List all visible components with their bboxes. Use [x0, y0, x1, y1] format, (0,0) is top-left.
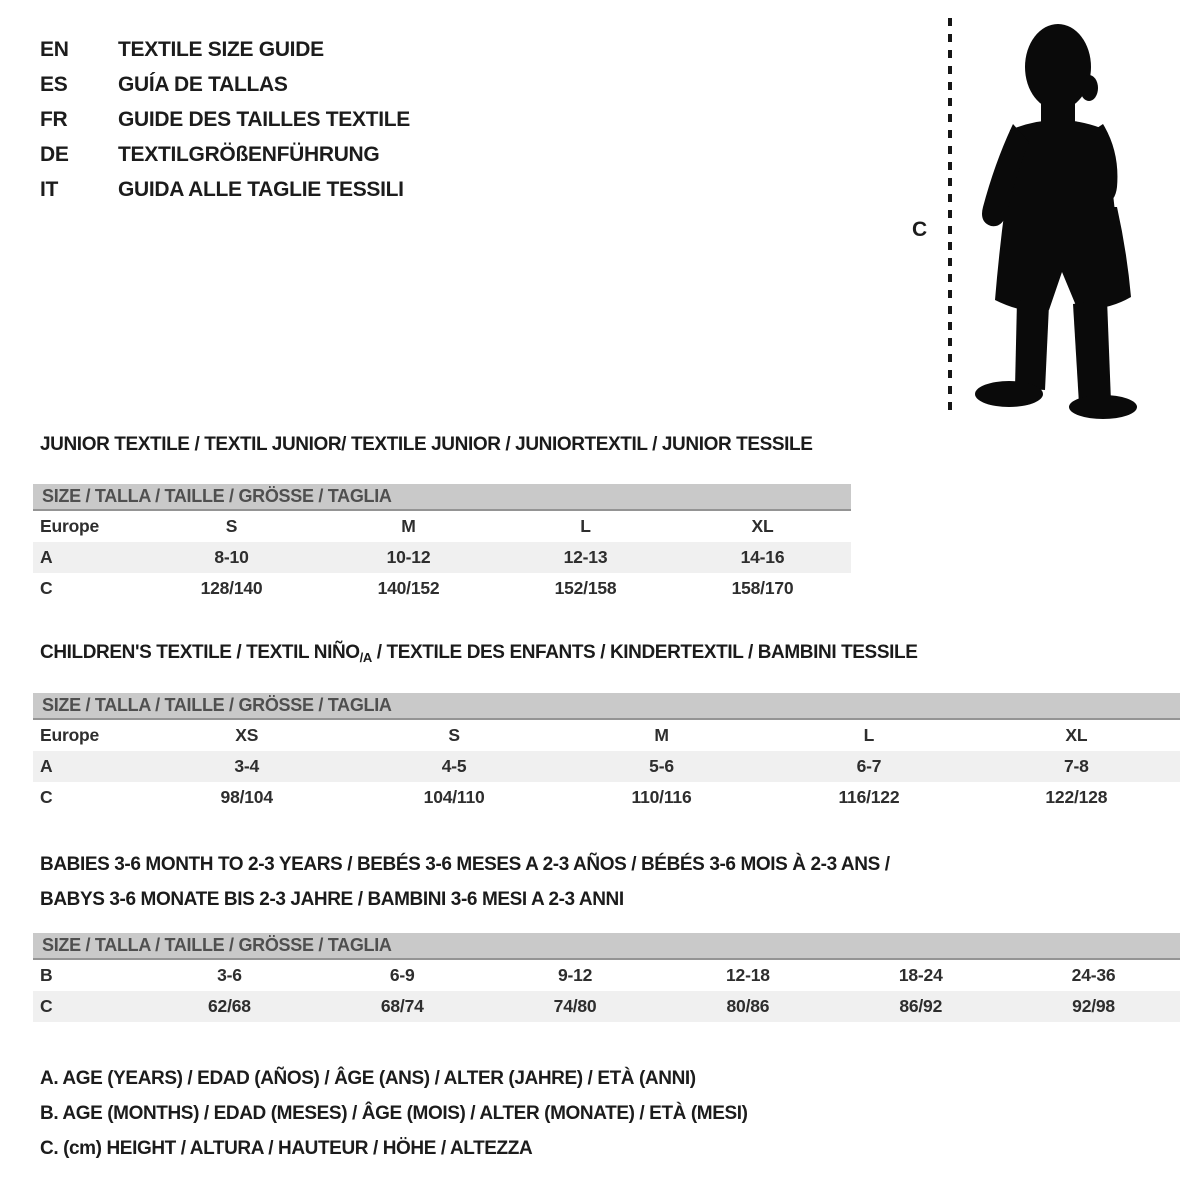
value-cell: 62/68: [208, 996, 251, 1016]
language-code: IT: [40, 177, 59, 201]
value-cell: 3-4: [234, 756, 260, 776]
children-heading-sub: /A: [359, 650, 372, 665]
size-cell: XL: [1065, 725, 1088, 745]
table-row: [33, 751, 1180, 782]
value-cell: 6-7: [856, 756, 882, 776]
language-row-en: [40, 32, 410, 67]
size-cell: XS: [235, 725, 259, 745]
language-title: GUIDA ALLE TAGLIE TESSILI: [118, 177, 404, 201]
height-measure-figure: [900, 0, 1200, 430]
value-cell: 10-12: [386, 547, 431, 567]
language-row-es: [40, 67, 410, 102]
language-code: ES: [40, 72, 68, 96]
table-row: [33, 573, 851, 604]
language-title: GUIDE DES TAILLES TEXTILE: [118, 107, 410, 131]
row-label: A: [40, 547, 53, 567]
footnotes: [40, 1068, 748, 1173]
language-code: DE: [40, 142, 69, 166]
measure-c-label: C: [912, 218, 928, 241]
language-title: TEXTILE SIZE GUIDE: [118, 37, 324, 61]
junior-size-header-bar: SIZE / TALLA / TAILLE / GRÖSSE / TAGLIA: [33, 484, 851, 511]
children-size-header-bar: SIZE / TALLA / TAILLE / GRÖSSE / TAGLIA: [33, 693, 1180, 720]
value-cell: 5-6: [649, 756, 674, 776]
value-cell: 92/98: [1072, 996, 1115, 1016]
babies-heading-line1: BABIES 3-6 MONTH TO 2-3 YEARS / BEBÉS 3-6 MESES A 2-3 AÑOS / BÉBÉS 3-6 MOIS À 2-3 ANS /: [40, 854, 890, 875]
size-cell: M: [401, 516, 416, 536]
value-cell: 14-16: [740, 547, 785, 567]
value-cell: 12-13: [563, 547, 608, 567]
footnote-c: C. (cm) HEIGHT / ALTURA / HAUTEUR / HÖHE / ALTEZZA: [40, 1138, 533, 1159]
value-cell: 6-9: [389, 965, 415, 985]
language-title: TEXTILGRÖßENFÜHRUNG: [118, 142, 380, 166]
row-label: Europe: [40, 725, 100, 745]
table-row: [33, 782, 1180, 813]
size-cell: XL: [751, 516, 774, 536]
table-row: [33, 720, 1180, 751]
row-label: B: [40, 965, 53, 985]
babies-size-table: [33, 933, 1180, 1022]
babies-size-header-bar: SIZE / TALLA / TAILLE / GRÖSSE / TAGLIA: [33, 933, 1180, 960]
junior-section-heading: JUNIOR TEXTILE / TEXTIL JUNIOR/ TEXTILE JUNIOR / JUNIORTEXTIL / JUNIOR TESSILE: [40, 434, 813, 455]
children-section-heading: [40, 642, 917, 664]
children-heading-part2: / TEXTILE DES ENFANTS / KINDERTEXTIL / BAMBINI TESSILE: [371, 642, 918, 663]
value-cell: 152/158: [554, 578, 617, 598]
value-cell: 98/104: [220, 787, 273, 807]
row-label: C: [40, 996, 53, 1016]
size-cell: S: [448, 725, 460, 745]
table-row: [33, 542, 851, 573]
junior-size-table: [33, 484, 851, 604]
size-cell: L: [580, 516, 591, 536]
value-cell: 7-8: [1063, 756, 1089, 776]
language-code: EN: [40, 37, 69, 61]
babies-section-heading: [40, 847, 890, 917]
language-list: [40, 32, 410, 207]
value-cell: 110/116: [631, 787, 692, 807]
value-cell: 140/152: [377, 578, 440, 598]
size-cell: M: [654, 725, 669, 745]
row-label: Europe: [40, 516, 100, 536]
value-cell: 9-12: [557, 965, 593, 985]
value-cell: 18-24: [898, 965, 943, 985]
row-label: C: [40, 787, 53, 807]
language-row-it: [40, 172, 410, 207]
value-cell: 116/122: [838, 787, 900, 807]
value-cell: 158/170: [731, 578, 794, 598]
value-cell: 74/80: [553, 996, 597, 1016]
language-code: FR: [40, 107, 68, 131]
toddler-silhouette-icon: [965, 12, 1145, 420]
children-size-table: [33, 693, 1180, 813]
value-cell: 104/110: [423, 787, 485, 807]
size-cell: L: [863, 725, 875, 745]
language-title: GUÍA DE TALLAS: [118, 72, 288, 96]
value-cell: 3-6: [217, 965, 242, 985]
value-cell: 4-5: [441, 756, 467, 776]
babies-heading-line2: BABYS 3-6 MONATE BIS 2-3 JAHRE / BAMBINI 3-6 MESI A 2-3 ANNI: [40, 889, 624, 910]
children-heading-part1: CHILDREN'S TEXTILE / TEXTIL NIÑO: [40, 642, 360, 663]
table-row: [33, 991, 1180, 1022]
value-cell: 86/92: [899, 996, 943, 1016]
row-label: C: [40, 578, 53, 598]
table-row: [33, 960, 1180, 991]
value-cell: 122/128: [1045, 787, 1108, 807]
footnote-b: B. AGE (MONTHS) / EDAD (MESES) / ÂGE (MOIS) / ALTER (MONATE) / ETÀ (MESI): [40, 1103, 748, 1124]
table-row: [33, 511, 851, 542]
value-cell: 68/74: [380, 996, 424, 1016]
row-label: A: [40, 756, 53, 776]
value-cell: 128/140: [200, 578, 263, 598]
language-row-fr: [40, 102, 410, 137]
height-dashed-line-icon: [948, 18, 952, 416]
value-cell: 80/86: [726, 996, 770, 1016]
size-cell: S: [225, 516, 238, 536]
footnote-a: A. AGE (YEARS) / EDAD (AÑOS) / ÂGE (ANS) / ALTER (JAHRE) / ETÀ (ANNI): [40, 1068, 696, 1089]
value-cell: 8-10: [214, 547, 249, 567]
value-cell: 12-18: [726, 965, 770, 985]
value-cell: 24-36: [1071, 965, 1116, 985]
language-row-de: [40, 137, 410, 172]
